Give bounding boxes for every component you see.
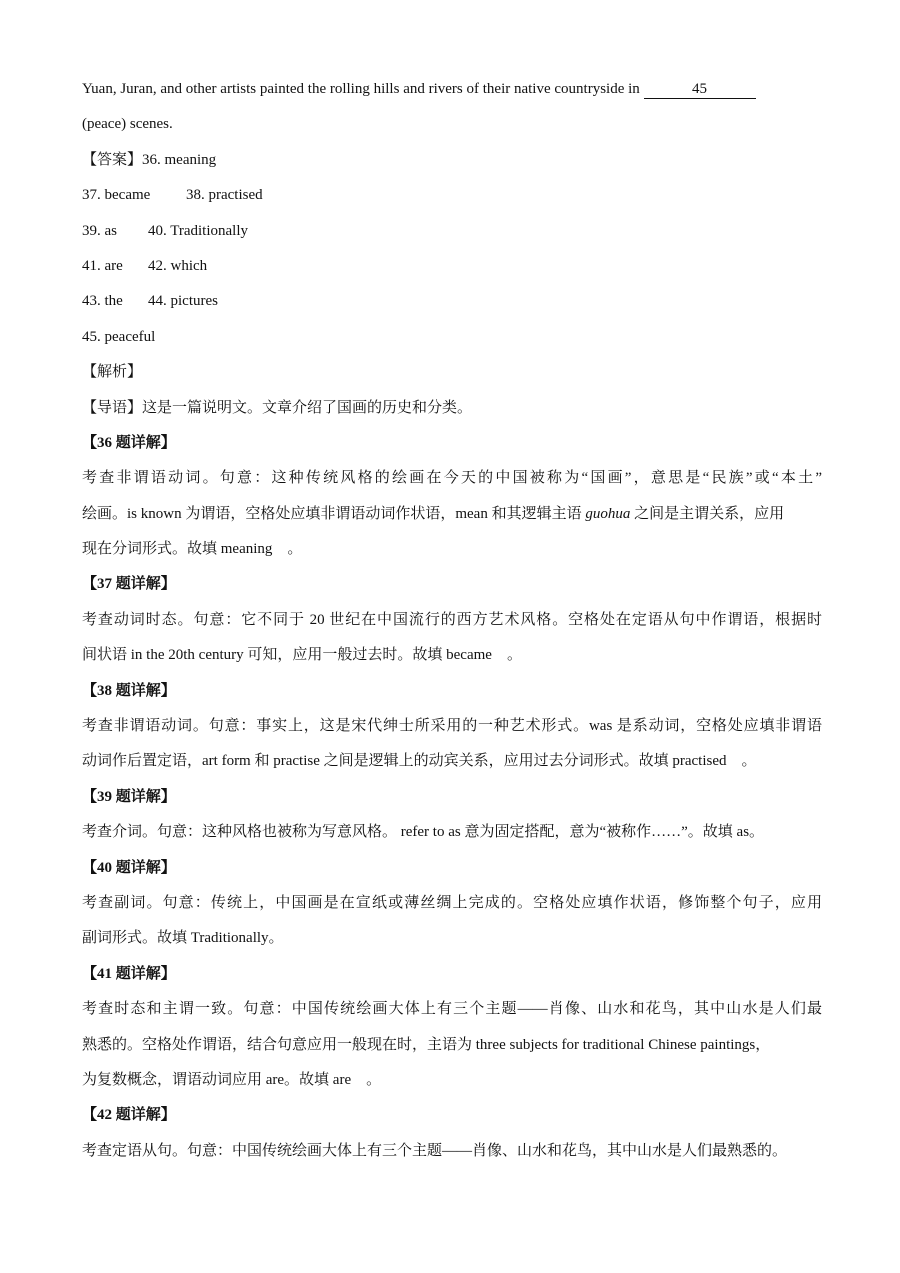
q36-heading: 【36 题详解】	[82, 434, 176, 451]
answer-39: 39. as	[82, 222, 117, 239]
q40-heading: 【40 题详解】	[82, 859, 176, 876]
document-page	[82, 72, 822, 1169]
answer-label: 【答案】36. meaning	[82, 151, 217, 168]
q36-line-3: 现在分词形式。故填 meaning 。	[82, 541, 303, 558]
q36-line-2-b: 之间是主谓关系，应用	[630, 505, 785, 522]
answer-row	[82, 249, 822, 284]
analysis-intro: 【导语】这是一篇说明文。文章介绍了国画的历史和分类。	[82, 399, 473, 416]
answer-40: 40. Traditionally	[148, 222, 249, 239]
answer-45: 45. peaceful	[82, 328, 156, 345]
answer-row	[82, 284, 822, 319]
analysis-label: 【解析】	[82, 364, 143, 381]
q41-line-1: 考查时态和主谓一致。句意：中国传统绘画大体上有三个主题——肖像、山水和花鸟，其中山水是人们最	[82, 1001, 822, 1018]
q37-line-1: 考查动词时态。句意：它不同于 20 世纪在中国流行的西方艺术风格。空格处在定语从句中作谓语，根据时	[82, 611, 822, 628]
question-45-line	[82, 72, 822, 107]
q42-line-1: 考查定语从句。句意：中国传统绘画大体上有三个主题——肖像、山水和花鸟，其中山水是人们最熟悉的。	[82, 1142, 788, 1159]
q40-line-1: 考查副词。句意：传统上，中国画是在宣纸或薄丝绸上完成的。空格处应填作状语，修饰整个句子，应用	[82, 894, 822, 911]
q36-line-1: 考查非谓语动词。句意：这种传统风格的绘画在今天的中国被称为“国画”，意思是“民族”或“本土”	[82, 470, 822, 487]
question-45-continuation: (peace) scenes.	[82, 116, 173, 133]
answer-43: 43. the	[82, 293, 123, 310]
blank-45: 45	[644, 80, 756, 99]
q36-line-2-italic: guohua	[585, 505, 631, 522]
question-45-sentence: Yuan, Juran, and other artists painted the rolling hills and rivers of their native countryside in	[82, 81, 640, 97]
answer-42: 42. which	[148, 257, 208, 274]
q41-heading: 【41 题详解】	[82, 965, 176, 982]
answer-row	[82, 178, 822, 213]
q36-line-2-a: 绘画。is known 为谓语，空格处应填非谓语动词作状语，mean 和其逻辑主语	[82, 505, 586, 522]
answer-row	[82, 214, 822, 249]
q37-line-2: 间状语 in the 20th century 可知，应用一般过去时。故填 became 。	[82, 647, 522, 664]
answer-44: 44. pictures	[148, 293, 218, 310]
answer-37: 37. became	[82, 187, 151, 204]
q41-line-2: 熟悉的。空格处作谓语，结合句意应用一般现在时，主语为 three subjects for traditional Chinese paintings，	[82, 1036, 771, 1053]
q39-heading: 【39 题详解】	[82, 788, 176, 805]
q38-heading: 【38 题详解】	[82, 682, 176, 699]
answer-41: 41. are	[82, 257, 123, 274]
q37-heading: 【37 题详解】	[82, 576, 176, 593]
q38-line-2: 动词作后置定语，art form 和 practise 之间是逻辑上的动宾关系，应用过去分词形式。故填 practised 。	[82, 753, 757, 770]
q38-line-1: 考查非谓语动词。句意：事实上，这是宋代绅士所采用的一种艺术形式。was 是系动词，空格处应填非谓语	[82, 718, 822, 735]
q42-heading: 【42 题详解】	[82, 1107, 176, 1124]
q41-line-3: 为复数概念，谓语动词应用 are。故填 are 。	[82, 1071, 382, 1088]
q39-line-1: 考查介词。句意：这种风格也被称为写意风格。 refer to as 意为固定搭配，意为“被称作……”。故填 as。	[82, 824, 765, 841]
q40-line-2: 副词形式。故填 Traditionally。	[82, 930, 284, 947]
answer-38: 38. practised	[186, 187, 263, 204]
q36-line-2	[82, 497, 822, 532]
